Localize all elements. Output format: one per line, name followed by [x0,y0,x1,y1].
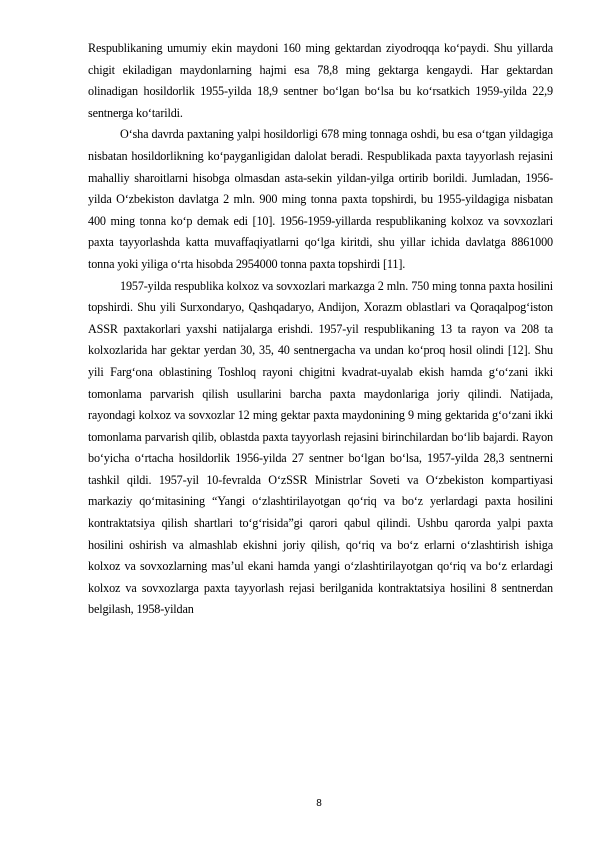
paragraph-1: Respublikaning umumiy ekin maydoni 160 ming gektardan ziyodroqqa ko‘paydi. Shu yillarda chigit ekiladigan maydonlarning hajmi esa 78,8 ming gektarga kengaydi. Har gektardan olinadigan hosildorlik 1955-yilda 18,9 sentner bo‘lgan bo‘lsa bu ko‘rsatkich 1959-yilda 22,9 sentnerga ko‘tarildi. [88,41,553,120]
paragraph-3: 1957-yilda respublika kolxoz va sovxozlari markazga 2 mln. 750 ming tonna paxta hosilini topshirdi. Shu yili Surxondaryo, Qashqadaryo, Andijon, Xorazm oblastlari va Qoraqalpog‘iston ASSR paxtakorlari yaxshi natijalarga erishdi. 1957-yil respublikaning 13 ta rayon va 208 ta kolxozlarida har gektar yerdan 30, 35, 40 sentnergacha va undan ko‘proq hosil olindi [12]. Shu yili Farg‘ona oblastining Toshloq rayoni chigitni kvadrat-uyalab ekish hamda g‘o‘zani ikki tomonlama parvarish qilish usullarini barcha paxta maydonlariga joriy qilindi. Natijada, rayondagi kolxoz va sovxozlar 12 ming gektar paxta maydonining 9 ming gektarida g‘o‘zani ikki tomonlama parvarish qilib, oblastda paxta tayyorlash rejasini birinchilardan bo‘lib bajardi. Rayon bo‘yicha o‘rtacha hosildorlik 1956-yilda 27 sentner bo‘lgan bo‘lsa, 1957-yilda 28,3 sentnerni tashkil qildi. 1957-yil 10-fevralda O‘zSSR Ministrlar Soveti va O‘zbekiston kompartiyasi markaziy qo‘mitasining “Yangi o‘zlashtirilayotgan qo‘riq va bo‘z yerlardagi paxta hosilini kontraktatsiya qilish shartlari to‘g‘risida”gi qarori qabul qilindi. Ushbu qarorda yalpi paxta hosilini oshirish va almashlab ekishni joriy qilish, qo‘riq va bo‘z erlarni o‘zlashtirish ishiga kolxoz va sovxozlarning mas’ul ekani hamda yangi o‘zlashtirilayotgan qo‘riq va bo‘z erlardagi kolxoz va sovxozlarga paxta tayyorlash rejasi berilganida kontraktatsiya hosilini 8 sentnerdan belgilash, 1958-yildan [88,278,553,617]
page-number: 8 [316,798,322,809]
paragraph-2: O‘sha davrda paxtaning yalpi hosildorligi 678 ming tonnaga oshdi, bu esa o‘tgan yildagiga nisbatan hosildorlikning ko‘payganligidan dalolat beradi. Respublikada paxta tayyorlash rejasini mahalliy sharoitlarni hisobga olmasdan asta-sekin yildan-yilga ortirib borildi. Jumladan, 1956-yilda O‘zbekiston davlatga 2 mln. 900 ming tonna paxta topshirdi, bu 1955-yildagiga nisbatan 400 ming tonna ko‘p demak edi [10]. 1956-1959-yillarda respublikaning kolxoz va sovxozlari paxta tayyorlashda katta muvaffaqiyatlarni qo‘lga kiritdi, shu yillar ichida davlatga 8861000 tonna yoki yiliga o‘rta hisobda 2954000 tonna paxta topshirdi [11]. [88,127,553,271]
document-body [88,38,553,621]
